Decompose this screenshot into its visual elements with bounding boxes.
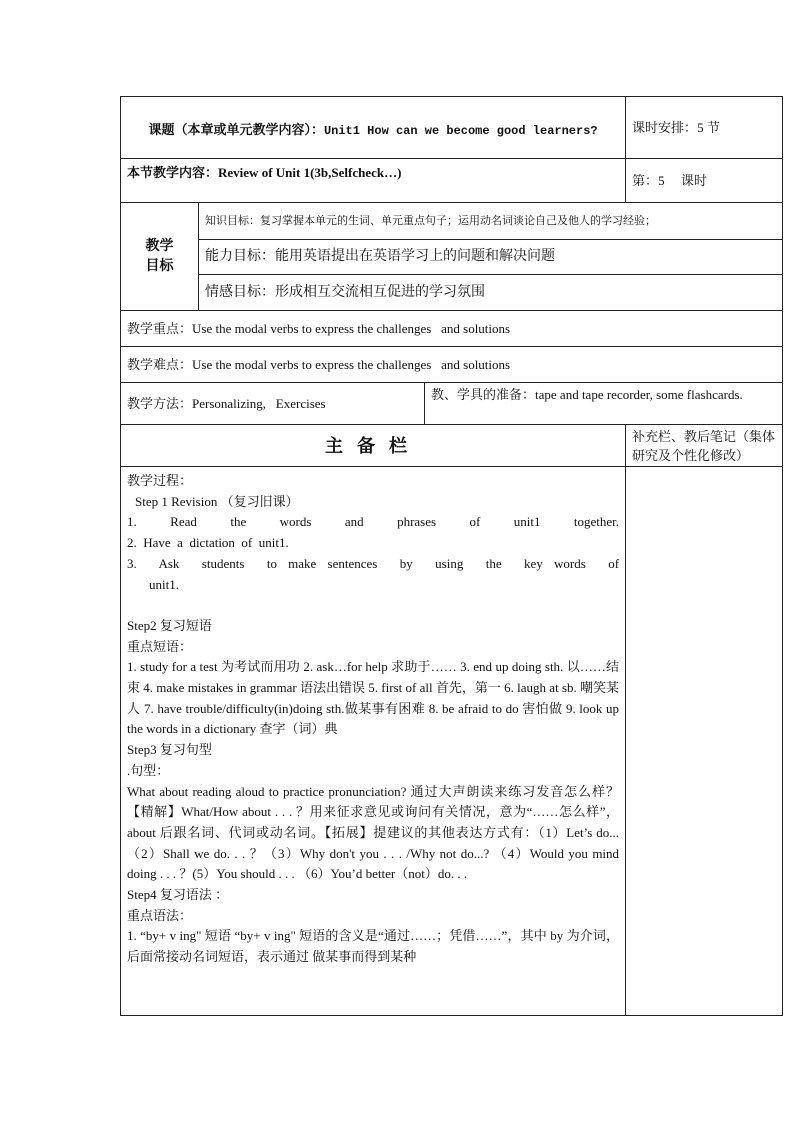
- notes-column-body: [626, 467, 783, 1016]
- teaching-process-cell: [121, 467, 626, 1016]
- course-title-label: 课题（本章或单元教学内容）：: [148, 122, 324, 137]
- lesson-number-value: 5: [658, 172, 665, 188]
- grammar-text: 1. “by+ v ing" 短语 “by+ v ing" 短语的含义是“通过……；凭借……”，其中 by 为介词，后面常接动名词短语，表示通过 做某事而得到某种: [127, 928, 620, 965]
- main-header-row: [121, 425, 783, 467]
- course-title-cell: [121, 97, 626, 159]
- difficulty-value: Use the modal verbs to express the challenges and solutions: [192, 356, 511, 372]
- method-value: Personalizing, Exercises: [192, 395, 326, 411]
- lesson-content-label: 本节教学内容：: [127, 165, 219, 180]
- process-row: [121, 467, 783, 1016]
- method-label: 教学方法：: [127, 395, 193, 411]
- grammar-label: 重点语法：: [127, 907, 193, 923]
- step3-heading: Step3 复习句型: [127, 742, 212, 758]
- blank-line: [127, 595, 619, 616]
- key-point-row: [121, 311, 783, 347]
- step1-item-3: 3. Ask students to make sentences by using the key words of: [127, 555, 620, 571]
- step1-item-3-cont: unit1.: [149, 576, 179, 592]
- lesson-number-cell: [626, 159, 783, 203]
- preparation-value: tape and tape recorder, some flashcards.: [535, 387, 743, 402]
- key-point-value: Use the modal verbs to express the challenges and solutions: [192, 320, 511, 336]
- step2-heading: Step2 复习短语: [127, 617, 212, 633]
- hours-cell: [626, 97, 783, 159]
- process-heading: 教学过程：: [127, 473, 193, 488]
- step4-heading: Step4 复习语法 ：: [127, 887, 229, 903]
- goal-ability: 能力目标：能用英语提出在英语学习上的问题和解决问题: [199, 240, 783, 275]
- step1-item-2: 2. Have a dictation of unit1.: [127, 535, 289, 551]
- key-point-label: 教学重点：: [127, 320, 193, 336]
- course-title-value: Unit1 How can we become good learners?: [323, 124, 598, 138]
- main-column-title: 主备栏: [121, 425, 626, 467]
- lesson-content-cell: [121, 159, 626, 203]
- goals-label-cell: [121, 203, 199, 311]
- difficulty-label: 教学难点：: [127, 356, 193, 372]
- goals-label-line1: 教学: [145, 238, 174, 254]
- step1-heading: Step 1 Revision （复习旧课）: [135, 493, 299, 509]
- notes-column-title: 补充栏、教后笔记（集体研究及个性化修改）: [626, 425, 783, 467]
- sentences-text: What about reading aloud to practice pronunciation? 通过大声朗读来练习发音怎么样？【精解】What/How about . . . ？用来征求意见或询问有关情况，意为“……怎么样”，about 后跟名词、代词或动名词。【拓展】提建议的其他表达方式有：（1）Let’s do... （2）Shall we do. . . ？（3）Why don't you . . . /Why not do...? （4）Would you mind doing . . . ？(5）You should . . . （6）You’d better（not）do. . .: [127, 783, 620, 882]
- key-point-cell: [121, 311, 783, 347]
- preparation-cell: [425, 383, 783, 425]
- difficulty-cell: [121, 347, 783, 383]
- sentences-label: .句型：: [127, 762, 170, 778]
- phrases-text: 1. study for a test 为考试而用功 2. ask…for help 求助于…… 3. end up doing sth. 以……结束 4. make mistakes in grammar 语法出错误 5. first of all 首先，第一 6. laugh at sb. 嘲笑某人 7. have trouble/difficulty(in)doing sth.做某事有困难 8. be afraid to do 害怕做 9. look up the words in a dictionary 查字（词）典: [127, 659, 620, 737]
- method-row: [121, 383, 783, 425]
- lesson-number-unit: 课时: [680, 172, 707, 188]
- step1-item-1: 1. Read the words and phrases of unit1 together.: [127, 514, 620, 530]
- goals-label-line2: 目标: [145, 258, 174, 274]
- goal-ability-row: [121, 240, 783, 275]
- hours-label: 课时安排：: [632, 119, 698, 135]
- phrases-label: 重点短语：: [127, 638, 193, 654]
- goal-knowledge-row: [121, 203, 783, 240]
- goal-knowledge: 知识目标：复习掌握本单元的生词、单元重点句子；运用动名词谈论自己及他人的学习经验；: [199, 203, 783, 240]
- lesson-plan-sheet: [120, 96, 782, 1016]
- goal-emotion-row: [121, 275, 783, 311]
- hours-value: 5 节: [697, 119, 720, 135]
- title-row: [121, 97, 783, 159]
- lesson-content-value: Review of Unit 1(3b,Selfcheck…): [218, 165, 402, 180]
- lesson-plan-table: [120, 96, 783, 1016]
- difficulty-row: [121, 347, 783, 383]
- method-cell: [121, 383, 425, 425]
- content-row: [121, 159, 783, 203]
- lesson-number-label: 第：: [632, 172, 659, 188]
- goal-emotion: 情感目标：形成相互交流相互促进的学习氛围: [199, 275, 783, 311]
- preparation-label: 教、学具的准备：: [431, 387, 536, 402]
